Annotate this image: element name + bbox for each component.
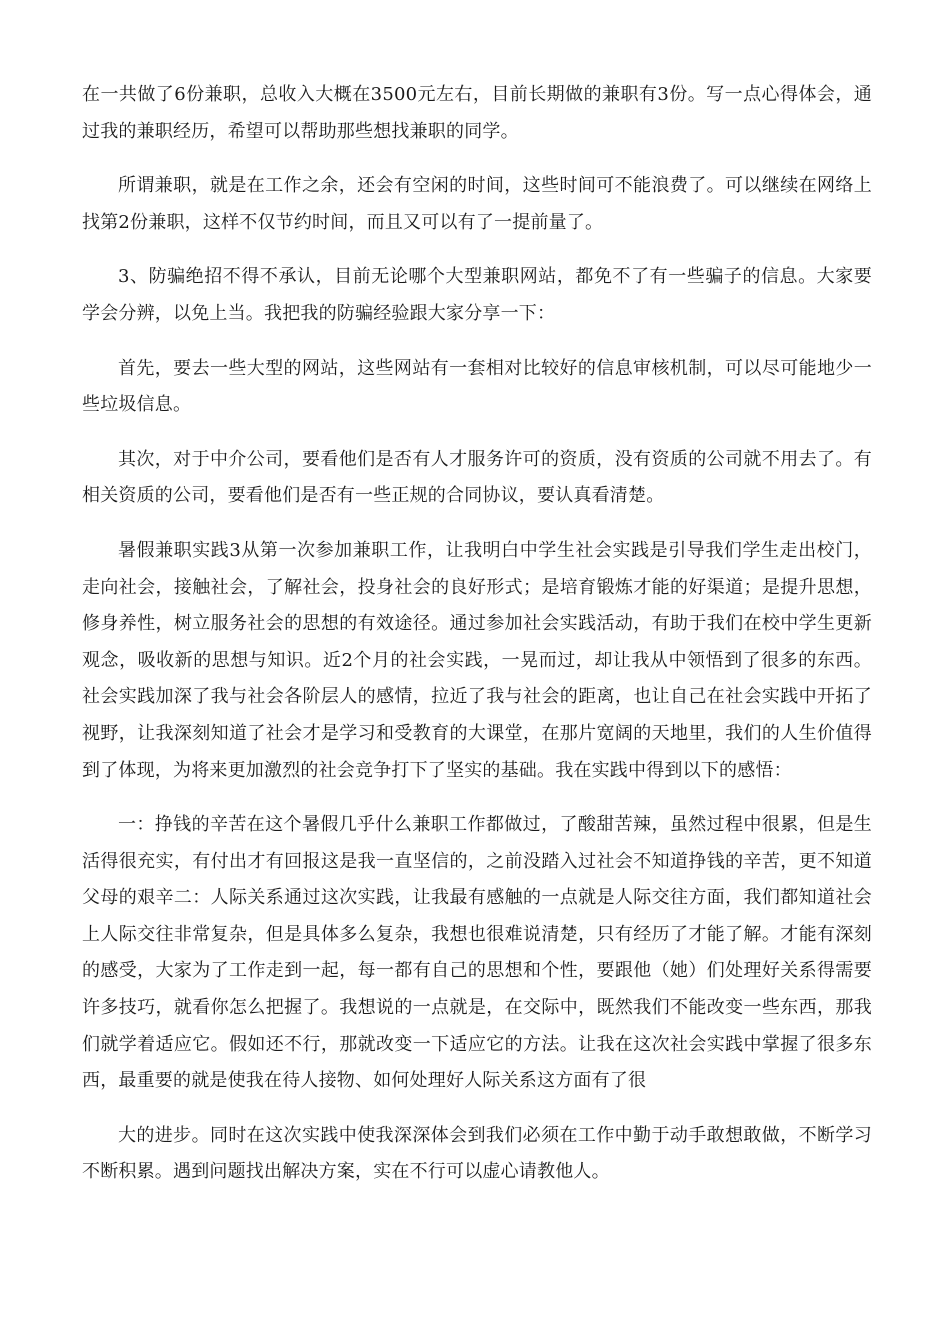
paragraph-definition: 所谓兼职，就是在工作之余，还会有空闲的时间，这些时间可不能浪费了。可以继续在网络上找第2份兼职，这样不仅节约时间，而且又可以有了一提前量了。	[82, 175, 872, 233]
paragraph-practice-3: 暑假兼职实践3从第一次参加兼职工作，让我明白中学生社会实践是引导我们学生走出校门，走向社会，接触社会，了解社会，投身社会的良好形式；是培育锻炼才能的好渠道；是提升思想，修身养性，树立服务社会的思想的有效途径。通过参加社会实践活动，有助于我们在校中学生更新观念，吸收新的思想与知识。近2个月的社会实践，一晃而过，却让我从中领悟到了很多的东西。社会实践加深了我与社会各阶层人的感情，拉近了我与社会的距离，也让自己在社会实践中开拓了视野，让我深刻知道了社会才是学习和受教育的大课堂，在那片宽阔的天地里，我们的人生价值得到了体现，为将来更加激烈的社会竞争打下了坚实的基础。我在实践中得到以下的感悟：	[82, 539, 872, 781]
paragraph-anti-fraud: 3、防骗绝招不得不承认，目前无论哪个大型兼职网站，都免不了有一些骗子的信息。大家要学会分辨，以免上当。我把我的防骗经验跟大家分享一下：	[82, 266, 872, 324]
paragraph-first-tip: 首先，要去一些大型的网站，这些网站有一套相对比较好的信息审核机制，可以尽可能地少一些垃圾信息。	[82, 357, 872, 416]
paragraph-part-time-summary: 在一共做了6份兼职，总收入大概在3500元左右，目前长期做的兼职有3份。写一点心得体会，通过我的兼职经历，希望可以帮助那些想找兼职的同学。	[82, 84, 872, 142]
paragraph-insights: 一：挣钱的辛苦在这个暑假几乎什么兼职工作都做过，了酸甜苦辣，虽然过程中很累，但是生活得很充实，有付出才有回报这是我一直坚信的，之前没踏入过社会不知道挣钱的辛苦，更不知道父母的艰辛二：人际关系通过这次实践，让我最有感触的一点就是人际交往方面，我们都知道社会上人际交往非常复杂，但是具体多么复杂，我想也很难说清楚，只有经历了才能了解。才能有深刻的感受，大家为了工作走到一起，每一都有自己的思想和个性，要跟他（她）们处理好关系得需要许多技巧，就看你怎么把握了。我想说的一点就是，在交际中，既然我们不能改变一些东西，那我们就学着适应它。假如还不行，那就改变一下适应它的方法。让我在这次社会实践中掌握了很多东西，最重要的就是使我在待人接物、如何处理好人际关系这方面有了很	[82, 814, 872, 1092]
document-body	[82, 77, 872, 1209]
paragraph-progress: 大的进步。同时在这次实践中使我深深体会到我们必须在工作中勤于动手敢想敢做，不断学习不断积累。遇到问题找出解决方案，实在不行可以虚心请教他人。	[82, 1124, 872, 1183]
paragraph-second-tip: 其次，对于中介公司，要看他们是否有人才服务许可的资质，没有资质的公司就不用去了。有相关资质的公司，要看他们是否有一些正规的合同协议，要认真看清楚。	[82, 448, 872, 507]
